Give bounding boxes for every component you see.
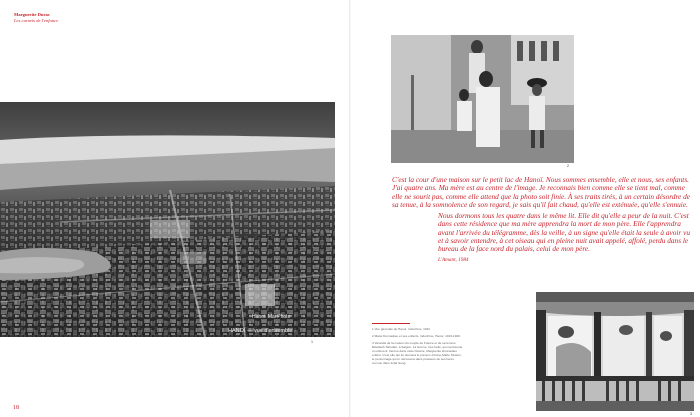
gutter: [349, 0, 351, 417]
figure-number-1: 1: [311, 340, 313, 344]
figure-number-2: 2: [567, 164, 569, 168]
balcony-image: [536, 292, 694, 411]
aerial-inscription-1: Hanoi. Mai Photo: [252, 314, 291, 320]
caption-1: 1 Vue générale de Hanoï, Indochine, 1931: [372, 327, 431, 331]
quote-paragraph-2: Nous dormons tous les quatre dans le même lit. Elle dit qu'elle a peur de la nuit. C'est dans cette résidence que ma mère apprendra la mort de mon père. Elle l'apprendra avant l'arrivée du télégramme, dès la veille, à un signe qu'elle était la seule à avoir vu et à savoir entendre, à cet oiseau qui en pleine nuit avait appelé, affolé, perdu dans le bureau de la face nord du palais, celui de mon père.: [438, 211, 690, 254]
quote-paragraph-1: C'est la cour d'une maison sur le petit lac de Hanoï. Nous sommes ensemble, elle et nous, ses enfants. J'ai quatre ans. Ma mère est au centre de l'image. Je reconnais bien comme elle se tient mal, comme elle ne sourit pas, comme elle attend que la photo soit finie. À ses traits tirés, à un certain désordre de sa tenue, à la somnolence de son regard, je sais qu'il fait chaud, qu'elle est exténuée, qu'elle s'ennuie.: [392, 175, 690, 209]
aerial-hanoi-image: [0, 102, 335, 337]
running-header: [14, 12, 58, 23]
caption-2: 2 Marie Donnadieu et ses enfants, Indochine, Hanoï, 1919-1920.: [372, 334, 461, 338]
aerial-inscription-2: HANOÏ — vue d'ensemble: [228, 328, 293, 334]
captions-block: [372, 323, 464, 368]
aerial-hanoi-photo: [0, 102, 335, 337]
caption-3: 3 Veranda de la maison du couple de France et de sa femme Elisabeth Striedter, à Saigon. La femme, très belle, qui représente un élément, hérone dans cette histoire, Marguerite Donnadieu enfant. C'est elle qui lui donnera le prénom d'Anne-Marie Stretter, le personnage qu'on retrouvera dans plusieurs de ses livres, comme dans India Song.: [372, 341, 463, 365]
quote-source: L'Amant, 1984: [438, 256, 469, 263]
quotation: [392, 176, 696, 263]
header-author: Marguerite Duras: [14, 12, 50, 17]
page-number: 18: [13, 405, 19, 411]
header-title: Les carnets de l'enfance: [14, 17, 59, 23]
caption-rule: [372, 323, 410, 324]
figure-number-3: 3: [690, 412, 692, 416]
family-photo: [391, 35, 574, 163]
balcony-photo: [536, 292, 694, 411]
family-image: [391, 35, 574, 163]
